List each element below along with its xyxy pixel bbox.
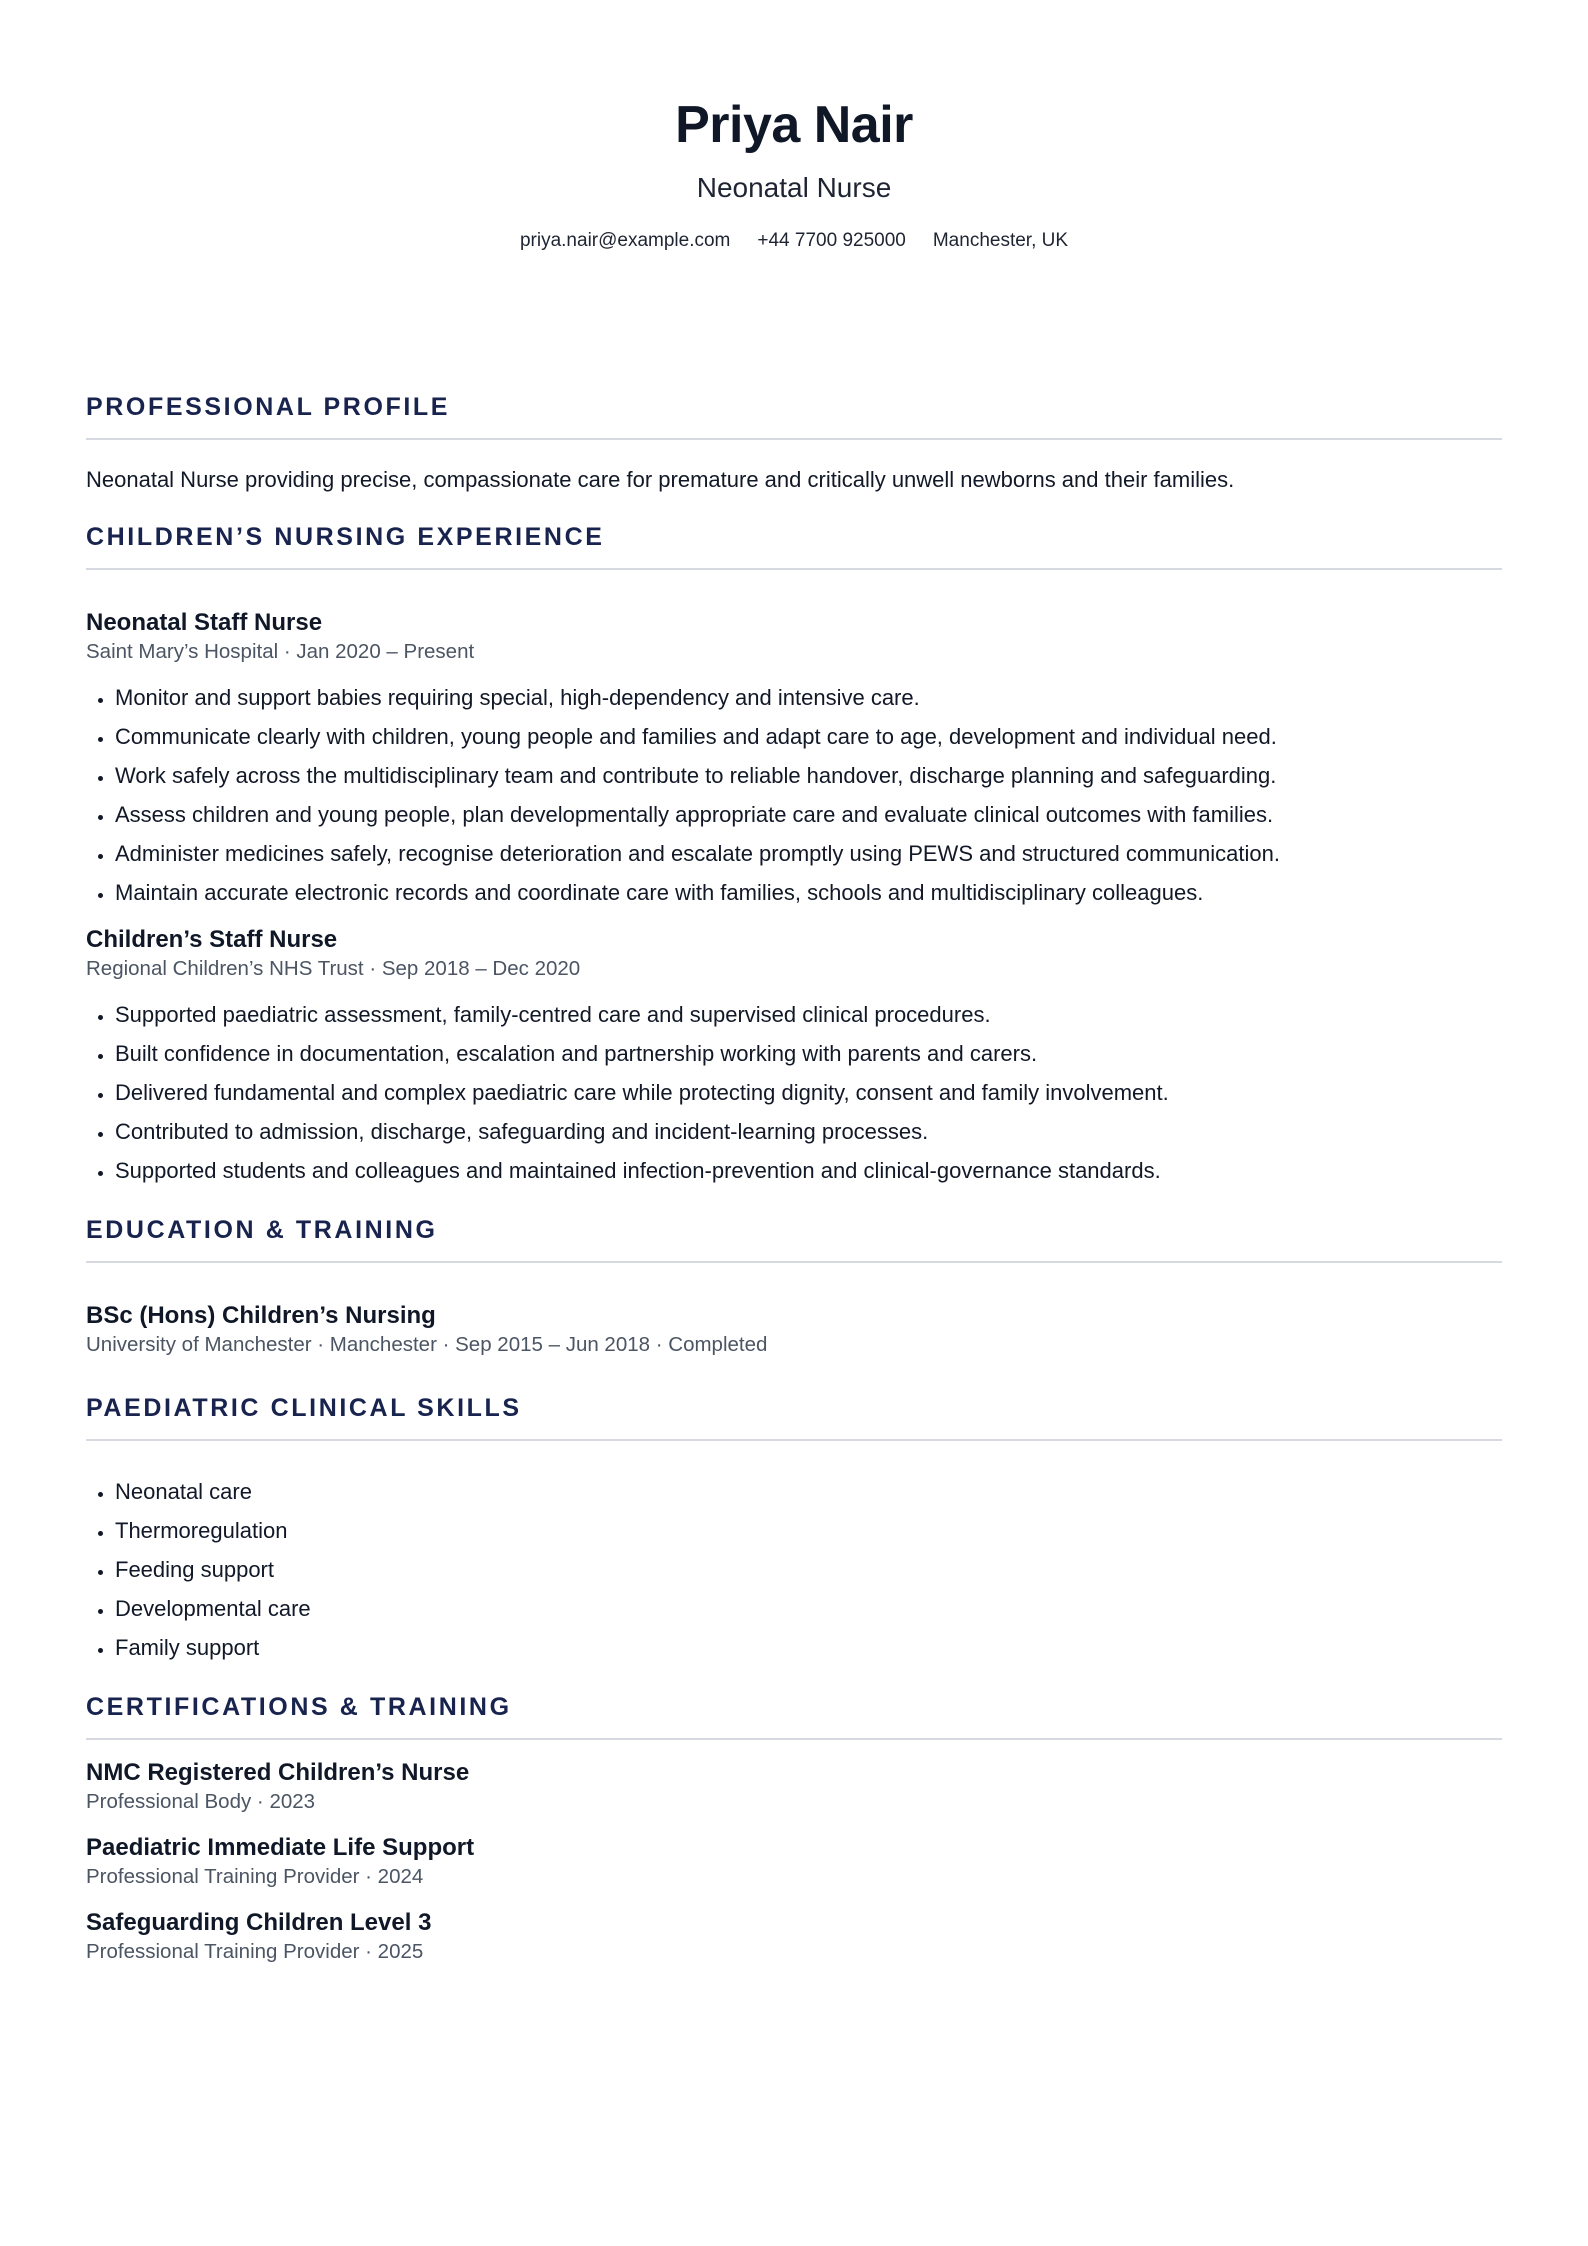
resume-header (86, 0, 1502, 254)
job-meta: Regional Children’s NHS Trust · Sep 2018 – Dec 2020 (86, 957, 581, 980)
list-item: • Thermoregulation (115, 1511, 1502, 1550)
section-title-certifications: CERTIFICATIONS & TRAINING (86, 1693, 512, 1721)
list-item: • Communicate clearly with children, young people and families and adapt care to age, development and individual need. (115, 717, 1502, 756)
candidate-headline: Neonatal Nurse (696, 172, 892, 203)
certification-title: Paediatric Immediate Life Support (86, 1834, 475, 1861)
contact-phone: +44 7700 925000 (757, 230, 906, 251)
degree-meta: University of Manchester · Manchester · Sep 2015 – Jun 2018 · Completed (86, 1333, 768, 1356)
certification-entry (86, 1908, 1502, 1966)
list-item: • Administer medicines safely, recognise deterioration and escalate promptly using PEWS and structured communication. (115, 834, 1502, 873)
job-bullets (86, 995, 1502, 1190)
experience-entry (86, 925, 1502, 1190)
section-divider (86, 1738, 1502, 1740)
list-item: • Assess children and young people, plan developmentally appropriate care and evaluate clinical outcomes with families. (115, 795, 1502, 834)
section-title-skills: PAEDIATRIC CLINICAL SKILLS (86, 1394, 522, 1422)
list-item: • Developmental care (115, 1589, 1502, 1628)
certification-title: NMC Registered Children’s Nurse (86, 1759, 470, 1786)
list-item: • Monitor and support babies requiring special, high-dependency and intensive care. (115, 678, 1502, 717)
certification-meta: Professional Body · 2023 (86, 1790, 316, 1813)
section-experience (86, 520, 1502, 1190)
list-item: • Family support (115, 1628, 1502, 1667)
experience-entry (86, 608, 1502, 912)
list-item: • Work safely across the multidisciplinary team and contribute to reliable handover, discharge planning and safeguarding. (115, 756, 1502, 795)
list-item: • Maintain accurate electronic records and coordinate care with families, schools and multidisciplinary colleagues. (115, 873, 1502, 912)
job-title: Neonatal Staff Nurse (86, 609, 323, 636)
list-item: • Supported students and colleagues and maintained infection-prevention and clinical-governance standards. (115, 1151, 1502, 1190)
section-divider (86, 568, 1502, 570)
list-item: • Neonatal care (115, 1472, 1502, 1511)
list-item: • Built confidence in documentation, escalation and partnership working with parents and carers. (115, 1034, 1502, 1073)
job-meta: Saint Mary’s Hospital · Jan 2020 – Present (86, 640, 475, 663)
contact-location: Manchester, UK (932, 230, 1069, 251)
certification-entry (86, 1833, 1502, 1891)
list-item: • Supported paediatric assessment, family-centred care and supervised clinical procedures. (115, 995, 1502, 1034)
section-certifications (86, 1690, 1502, 1966)
section-divider (86, 438, 1502, 440)
section-profile (86, 390, 1502, 496)
section-divider (86, 1439, 1502, 1441)
section-education (86, 1213, 1502, 1359)
section-divider (86, 1261, 1502, 1263)
section-title-education: EDUCATION & TRAINING (86, 1216, 438, 1244)
job-title: Children’s Staff Nurse (86, 926, 338, 953)
list-item: • Contributed to admission, discharge, safeguarding and incident-learning processes. (115, 1112, 1502, 1151)
certification-meta: Professional Training Provider · 2025 (86, 1940, 424, 1963)
section-title-experience: CHILDREN’S NURSING EXPERIENCE (86, 523, 605, 551)
contact-line (86, 228, 1502, 254)
contact-email: priya.nair@example.com (519, 230, 731, 251)
degree-title: BSc (Hons) Children’s Nursing (86, 1302, 436, 1329)
section-title-profile: PROFESSIONAL PROFILE (86, 393, 451, 421)
list-item: • Feeding support (115, 1550, 1502, 1589)
skills-list (86, 1472, 1502, 1667)
job-bullets (86, 678, 1502, 912)
profile-summary: Neonatal Nurse providing precise, compassionate care for premature and critically unwell newborns and their families. (86, 467, 1235, 492)
section-skills (86, 1391, 1502, 1667)
education-entry (86, 1301, 1502, 1359)
list-item: • Delivered fundamental and complex paediatric care while protecting dignity, consent and family involvement. (115, 1073, 1502, 1112)
certification-entry (86, 1758, 1502, 1816)
certification-meta: Professional Training Provider · 2024 (86, 1865, 424, 1888)
candidate-name: Priya Nair (675, 96, 913, 154)
certification-title: Safeguarding Children Level 3 (86, 1909, 432, 1936)
